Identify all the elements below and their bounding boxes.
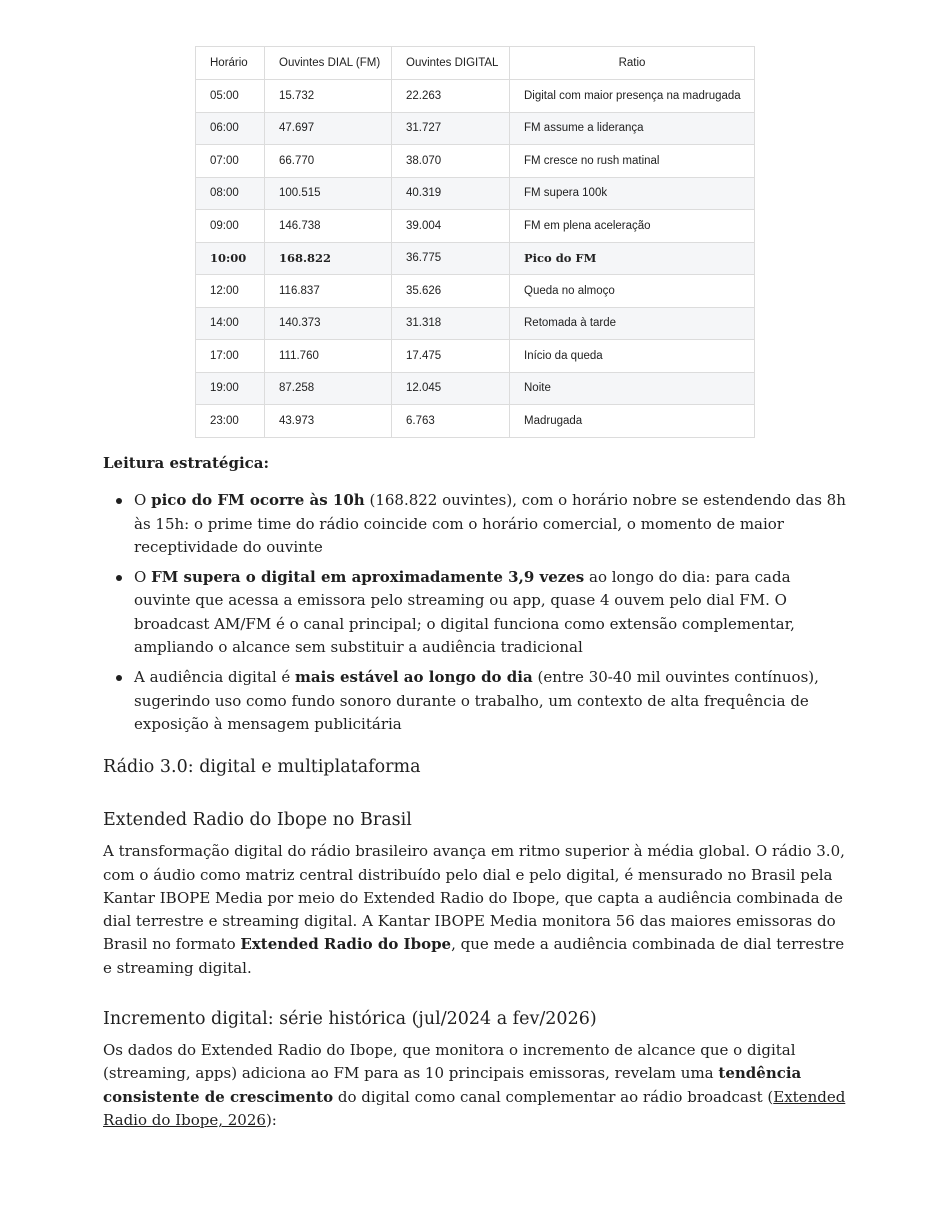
cell-dial: 66.770 [265,145,392,178]
section-heading-radio: Rádio 3.0: digital e multiplataforma [103,757,421,778]
table-row [196,340,755,373]
text-run: Os dados do Extended Radio do Ibope, que monitora o incremento de alcance que o digital (streaming, apps) adiciona ao FM para as 10 principais emissoras, revelam uma [103,1041,796,1083]
cell-ratio: FM cresce no rush matinal [510,145,755,178]
cell-time: 17:00 [196,340,265,373]
table-row [196,372,755,405]
cell-ratio: FM assume a liderança [510,112,755,145]
table-row [196,80,755,113]
list-item [134,489,848,559]
cell-ratio: Início da queda [510,340,755,373]
header-digital: Ouvintes DIGITAL [392,47,510,80]
reading-list [103,489,848,736]
cell-ratio: Digital com maior presença na madrugada [510,80,755,113]
cell-digital: 39.004 [392,210,510,243]
text-run: A audiência digital é [134,668,296,687]
cell-time: 23:00 [196,405,265,438]
text-run: do digital como canal complementar ao rádio broadcast ( [333,1087,774,1106]
bold-run: mais estável ao longo do dia [295,668,533,687]
cell-time: 12:00 [196,275,265,308]
cell-digital: 31.318 [392,307,510,340]
table-row [196,210,755,243]
cell-ratio: Madrugada [510,405,755,438]
header-ratio: Ratio [510,47,755,80]
cell-digital: 17.475 [392,340,510,373]
cell-time: 10:00 [196,242,265,275]
table-row [196,145,755,178]
text-run: , que mede a audiência combinada de dial terrestre e streaming digital. [103,935,845,977]
cell-time: 09:00 [196,210,265,243]
cell-dial: 15.732 [265,80,392,113]
table-row [196,275,755,308]
cell-dial: 140.373 [265,307,392,340]
bold-run: tendência consistente de crescimento [103,1064,802,1106]
cell-ratio: Queda no almoço [510,275,755,308]
table-row [196,307,755,340]
cell-ratio: Pico do FM [510,242,755,275]
audience-table [195,46,755,438]
cell-time: 19:00 [196,372,265,405]
bold-run: pico do FM ocorre às 10h [151,491,365,510]
bold-run: Extended Radio do Ibope [240,935,452,954]
cell-dial: 168.822 [265,242,392,275]
cell-digital: 6.763 [392,405,510,438]
table-row [196,177,755,210]
section-heading-extended: Extended Radio do Ibope no Brasil [103,810,412,831]
cell-digital: 35.626 [392,275,510,308]
citation-link[interactable]: Extended Radio do Ibope, 2026 [103,1087,846,1129]
text-run: (entre 30-40 mil ouvintes contínuos), sugerindo uso como fundo sonoro durante o trabalho, um contexto de alta frequência de exposição à mensagem publicitária [134,668,819,733]
cell-dial: 43.973 [265,405,392,438]
table-row-peak [196,242,755,275]
cell-dial: 47.697 [265,112,392,145]
table-row [196,112,755,145]
text-run: O [134,568,152,587]
cell-digital: 36.775 [392,242,510,275]
cell-ratio: Noite [510,372,755,405]
cell-digital: 31.727 [392,112,510,145]
cell-time: 14:00 [196,307,265,340]
paragraph-incremento [103,1039,848,1132]
text-run: A transformação digital do rádio brasileiro avança em ritmo superior à média global. O rádio 3.0, com o áudio como matriz central distribuído pelo dial e pelo digital, é mensurado no Brasil pela Kantar IBOPE Media por meio do Extended Radio do Ibope, que capta a audiência combinada de dial terrestre e streaming digital. A Kantar IBOPE Media monitora 56 das maiores emissoras do Brasil no formato [103,842,845,954]
cell-dial: 111.760 [265,340,392,373]
table-row [196,405,755,438]
table-header-row [196,47,755,80]
cell-ratio: FM em plena aceleração [510,210,755,243]
cell-time: 07:00 [196,145,265,178]
cell-ratio: FM supera 100k [510,177,755,210]
cell-dial: 146.738 [265,210,392,243]
paragraph-extended [103,840,848,980]
cell-dial: 87.258 [265,372,392,405]
text-run: O [134,491,152,510]
header-dial: Ouvintes DIAL (FM) [265,47,392,80]
text-run: ): [265,1110,277,1129]
cell-dial: 116.837 [265,275,392,308]
cell-digital: 40.319 [392,177,510,210]
bold-run: FM supera o digital em aproximadamente 3,9 vezes [151,568,585,587]
cell-digital: 12.045 [392,372,510,405]
document-body [103,452,848,1132]
cell-time: 05:00 [196,80,265,113]
list-item [134,666,848,736]
list-item [134,566,848,659]
cell-ratio: Retomada à tarde [510,307,755,340]
text-run: ao longo do dia: para cada ouvinte que acessa a emissora pelo streaming ou app, quase 4 ouvem pelo dial FM. O broadcast AM/FM é o canal principal; o digital funciona como extensão complementar, ampliando o alcance sem substituir a audiência tradicional [134,568,795,657]
cell-digital: 38.070 [392,145,510,178]
header-horario: Horário [196,47,265,80]
cell-time: 08:00 [196,177,265,210]
reading-title: Leitura estratégica: [103,454,270,472]
text-run: (168.822 ouvintes), com o horário nobre se estendendo das 8h às 15h: o prime time do rádio coincide com o horário comercial, o momento de maior receptividade do ouvinte [134,491,846,556]
cell-dial: 100.515 [265,177,392,210]
section-heading-incremento: Incremento digital: série histórica (jul/2024 a fev/2026) [103,1009,597,1030]
cell-time: 06:00 [196,112,265,145]
cell-digital: 22.263 [392,80,510,113]
